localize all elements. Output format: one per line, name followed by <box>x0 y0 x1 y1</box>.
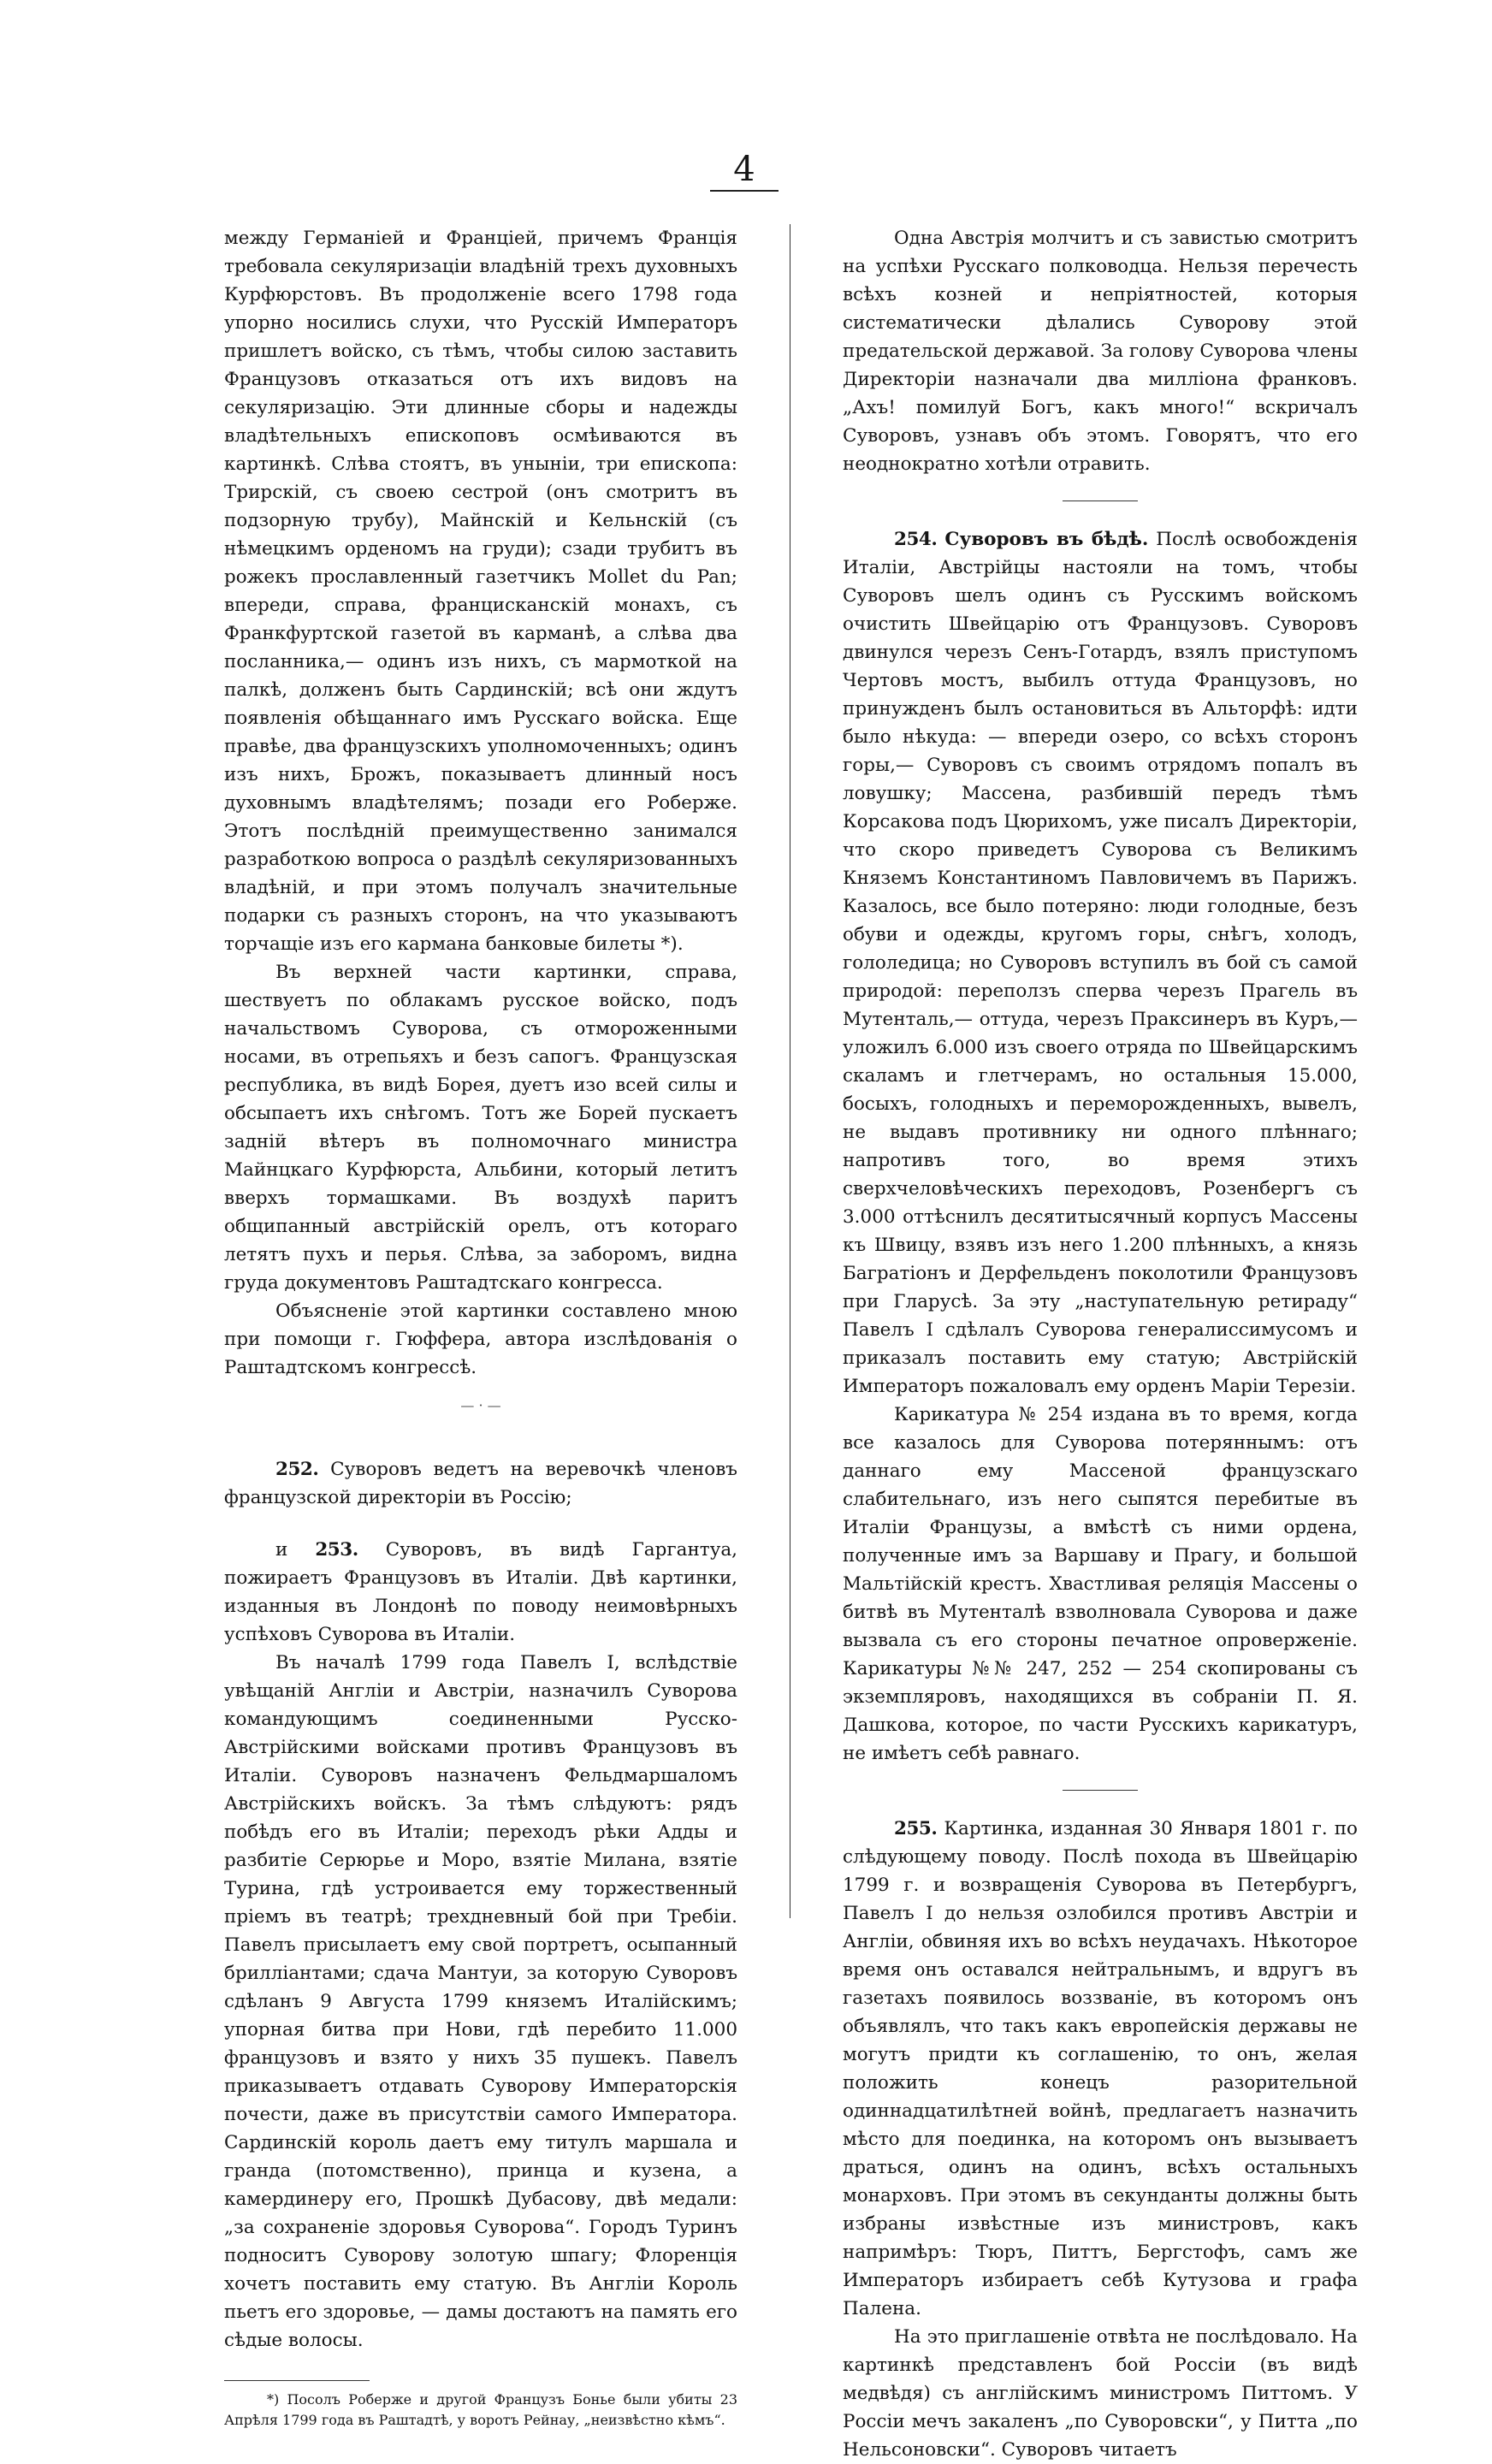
entry-255 <box>843 1815 1358 2323</box>
entry-253-prefix: и <box>275 1539 288 1561</box>
left-column <box>224 224 737 2431</box>
entry-255-number: 255. <box>894 1818 938 1839</box>
page-number-underline <box>710 190 779 192</box>
footnote-rule <box>224 2380 370 2381</box>
entry-253-number: 253. <box>315 1539 358 1561</box>
right-paragraph-1: Одна Австрія молчитъ и съ завистью смотритъ на успѣхи Русскаго полководца. Нельзя перечесть всѣхъ козней и непріятностей, которыя систематически дѣлались Суворову этой предательской державой. За голову Суворова члены Директоріи назначали два милліона франковъ. „Ахъ! помилуй Богъ, какъ много!“ вскричалъ Суворовъ, узнавъ объ этомъ. Говорятъ, что его неоднократно хотѣли отравить. <box>843 228 1358 475</box>
left-paragraph-1: между Германіей и Франціей, причемъ Франція требовала секуляризаціи владѣній трехъ духовныхъ Курфюрстовъ. Въ продолженіе всего 1798 года упорно носились слухи, что Русскій Императоръ пришлетъ войско, съ тѣмъ, чтобы силою заставить Французовъ отказаться отъ ихъ видовъ на секуляризацію. Эти длинные сборы и надежды владѣтельныхъ епископовъ осмѣиваются въ картинкѣ. Слѣва стоятъ, въ уныніи, три епископа: Трирскій, съ своею сестрой (онъ смотритъ въ подзорную трубу), Майнскій и Кельнскій (съ нѣмецкимъ орденомъ на груди); сзади трубитъ въ рожекъ прославленный газетчикъ Mollet du Pan; впереди, справа, францисканскій монахъ, съ Франкфуртской газетой въ карманѣ, а слѣва два посланника,— одинъ изъ нихъ, съ мармоткой на палкѣ, долженъ быть Сардинскій; всѣ они ждутъ появленія обѣщаннаго имъ Русскаго войска. Еще правѣе, два французскихъ уполномоченныхъ; одинъ изъ нихъ, Брожъ, показываетъ длинный носъ духовнымъ владѣтелямъ; позади его Роберже. Этотъ послѣдній преимущественно занимался разработкою вопроса о раздѣлѣ секуляризованныхъ владѣній, и при этомъ получалъ значительные подарки съ разныхъ сторонъ, на что указываютъ торчащіе изъ его кармана банковые билеты *). <box>224 228 737 955</box>
page-number-text: 4 <box>733 150 755 189</box>
section-separator-rule-2 <box>1063 1790 1138 1791</box>
entry-252 <box>224 1455 737 1512</box>
left-paragraph-3: Объясненіе этой картинки составлено мною при помощи г. Гюффера, автора изслѣдованія о Раштадтскомъ конгрессѣ. <box>224 1300 737 1378</box>
entry-254-number: 254. <box>894 529 938 550</box>
right-column <box>843 224 1358 2464</box>
right-paragraph-2: Карикатура № 254 издана въ то время, когда все казалось для Суворова потеряннымъ: отъ даннаго ему Массеной французскаго слабительнаго, изъ него сыпятся перебитые въ Италіи Французы, а вмѣстѣ съ ними ордена, полученные имъ за Варшаву и Прагу, и большой Мальтійскій крестъ. Хвастливая реляція Массены о битвѣ въ Мутенталѣ взволновала Суворова и даже вызвала съ его стороны печатное опроверженіе. Карикатуры №№ 247, 252 — 254 скопированы съ экземпляровъ, находящихся въ собраніи П. Я. Дашкова, которое, по части Русскихъ карикатуръ, не имѣетъ себѣ равнаго. <box>843 1404 1358 1764</box>
section-separator-dash: — · — <box>460 1397 501 1413</box>
entry-254-title: Суворовъ въ бѣдѣ. <box>944 529 1149 550</box>
entry-255-text: Картинка, изданная 30 Января 1801 г. по слѣдующему поводу. Послѣ похода въ Швейцарію 1799 г. и возвращенія Суворова въ Петербургъ, Павелъ I до нельзя озлобился противъ Австріи и Англіи, обвиняя ихъ во всѣхъ неудачахъ. Нѣкоторое время онъ оставался нейтральнымъ, и вдругъ въ газетахъ появилось воззваніе, въ которомъ онъ объявлялъ, что такъ какъ европейскія державы не могутъ придти къ соглашенію, то онъ, желая положить конецъ разорительной одиннадцатилѣтней войнѣ, предлагаетъ назначить мѣсто для поединка, на которомъ онъ вызываетъ драться, одинъ на одинъ, всѣхъ остальныхъ монарховъ. При этомъ въ секунданты должны быть избраны извѣстные изъ министровъ, какъ напримѣръ: Тюръ, Питтъ, Бергстофъ, самъ же Императоръ избираетъ себѣ Кутузова и графа Палена. <box>843 1818 1358 2319</box>
left-paragraph-4: Въ началѣ 1799 года Павелъ I, вслѣдствіе увѣщаній Англіи и Австріи, назначилъ Суворова командующимъ соединенными Русско-Австрійскими войсками противъ Французовъ въ Италіи. Суворовъ назначенъ Фельдмаршаломъ Австрійскихъ войскъ. За тѣмъ слѣдуютъ: рядъ побѣдъ его въ Италіи; переходъ рѣки Адды и разбитіе Серюрье и Моро, взятіе Милана, взятіе Турина, гдѣ устроивается ему торжественный пріемъ въ театрѣ; трехдневный бой при Требіи. Павелъ присылаетъ ему свой портретъ, осыпанный бриллiантами; сдача Мантуи, за которую Суворовъ сдѣланъ 9 Августа 1799 княземъ Италійскимъ; упорная битва при Нови, гдѣ перебито 11.000 французовъ и взято у нихъ 35 пушекъ. Павелъ приказываетъ отдавать Суворову Императорскія почести, даже въ присутствіи самого Императора. Сардинскій король даетъ ему титулъ маршала и гранда (потомственно), принца и кузена, а камердинеру его, Прошкѣ Дубасову, двѣ медали: „за сохраненіе здоровья Суворова“. Городъ Туринъ подноситъ Суворову золотую шпагу; Флоренція хочетъ поставить ему статую. Въ Англіи Король пьетъ его здоровье, — дамы достаютъ на память его сѣдые волосы. <box>224 1652 737 2351</box>
entry-252-text: Суворовъ ведетъ на веревочкѣ членовъ французской директоріи въ Россію; <box>224 1459 737 1508</box>
footnote: *) Посолъ Роберже и другой Французъ Боньe были убиты 23 Апрѣля 1799 года въ Раштадтѣ, у воротъ Рейнау, „неизвѣстно кѣмъ“. <box>224 2391 737 2428</box>
entry-253 <box>224 1536 737 1649</box>
entry-253-text: Суворовъ, въ видѣ Гаргантуа, пожираетъ Французовъ въ Италіи. Двѣ картинки, изданныя въ Лондонѣ по поводу неимовѣрныхъ успѣховъ Суворова въ Италіи. <box>224 1539 738 1645</box>
right-paragraph-3: На это приглашеніе отвѣта не послѣдовало. На картинкѣ представленъ бой Россіи (въ видѣ медвѣдя) съ англійскимъ министромъ Питтомъ. У Россіи мечъ закаленъ „по Суворовски“, у Питта „по Нельсоновски“. Суворовъ читаетъ <box>843 2326 1358 2461</box>
page-number <box>684 152 804 192</box>
entry-254 <box>843 525 1358 1401</box>
left-paragraph-2: Въ верхней части картинки, справа, шествуетъ по облакамъ русское войско, подъ начальствомъ Суворова, съ отмороженными носами, въ отрепьяхъ и безъ сапогъ. Французская республика, въ видѣ Борея, дуетъ изо всей силы и обсыпаетъ ихъ снѣгомъ. Тотъ же Борей пускаетъ задній вѣтеръ въ полномочнаго министра Майнцкаго Курфюрста, Альбини, который летитъ вверхъ тормашками. Въ воздухѣ паритъ общипанный австрійскій орелъ, отъ котораго летятъ пухъ и перья. Слѣва, за заборомъ, видна груда документовъ Раштадтскаго конгресса. <box>224 962 737 1294</box>
section-separator-rule <box>1063 500 1138 501</box>
entry-252-number: 252. <box>275 1459 319 1480</box>
entry-254-text: Послѣ освобожденія Италіи, Австрійцы настояли на томъ, чтобы Суворовъ шелъ одинъ съ Русскимъ войскомъ очистить Швейцарію отъ Французовъ. Суворовъ двинулся черезъ Сенъ-Готардъ, взялъ приступомъ Чертовъ мостъ, выбилъ оттуда Французовъ, но принужденъ былъ остановиться въ Альторфѣ: идти было нѣкуда: — впереди озеро, со всѣхъ сторонъ горы,— Суворовъ съ своимъ отрядомъ попалъ въ ловушку; Массена, разбившій передъ тѣмъ Корсакова подъ Цюрихомъ, уже писалъ Директоріи, что скоро приведетъ Суворова съ Великимъ Княземъ Константиномъ Павловичемъ въ Парижъ. Казалось, все было потеряно: люди голодные, безъ обуви и одежды, кругомъ горы, снѣгъ, холодъ, гололедица; но Суворовъ вступилъ въ бой съ самой природой: переползъ сперва черезъ Прагель въ Мутенталь,— оттуда, черезъ Праксинеръ въ Куръ,— уложилъ 6.000 изъ своего отряда по Швейцарскимъ скаламъ и глетчерамъ, но остальныя 15.000, босыхъ, голодныхъ и переморожденныхъ, вывелъ, не выдавъ противнику ни одного плѣннаго; напротивъ того, во время этихъ сверхчеловѣческихъ переходовъ, Розенбергъ съ 3.000 оттѣснилъ десятитысячный корпусъ Массены къ Швицу, взявъ изъ него 1.200 плѣнныхъ, а князь Багратіонъ и Дерфельденъ поколотили Французовъ при Гларусѣ. За эту „наступательную ретираду“ Павелъ I сдѣлалъ Суворова генералиссимусомъ и приказалъ поставить ему статую; Австрійскій Императоръ пожаловалъ ему орденъ Маріи Терезіи. <box>843 529 1359 1397</box>
